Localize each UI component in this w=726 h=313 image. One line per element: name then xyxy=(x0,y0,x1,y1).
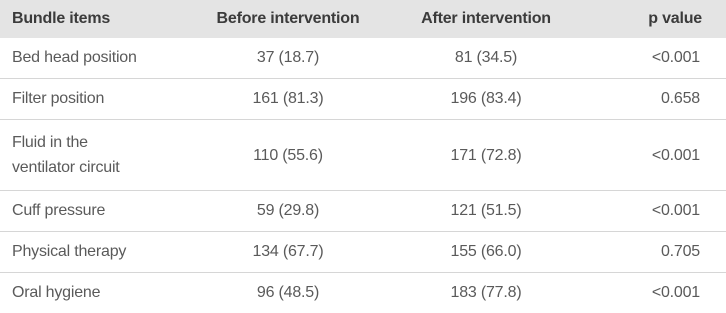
table-row xyxy=(0,120,726,191)
header-row xyxy=(0,0,726,38)
bundle-item-cell xyxy=(0,120,190,191)
p-value-cell: <0.001 xyxy=(586,38,726,79)
bundle-item-cell: Oral hygiene xyxy=(0,273,190,313)
after-cell: 183 (77.8) xyxy=(386,273,586,313)
table-row xyxy=(0,232,726,273)
after-cell: 121 (51.5) xyxy=(386,191,586,232)
p-value-cell: 0.658 xyxy=(586,79,726,120)
before-cell: 110 (55.6) xyxy=(190,120,386,191)
after-cell: 171 (72.8) xyxy=(386,120,586,191)
p-value-cell: <0.001 xyxy=(586,273,726,313)
header-p-value: p value xyxy=(586,0,726,38)
bundle-item-line-1: Fluid in the xyxy=(12,134,88,151)
bundle-item-line-2: ventilator circuit xyxy=(12,159,120,176)
table-header xyxy=(0,0,726,38)
table-row xyxy=(0,191,726,232)
table-row xyxy=(0,38,726,79)
header-after-intervention: After intervention xyxy=(386,0,586,38)
bundle-item-cell: Cuff pressure xyxy=(0,191,190,232)
header-before-intervention: Before intervention xyxy=(190,0,386,38)
before-cell: 37 (18.7) xyxy=(190,38,386,79)
after-cell: 81 (34.5) xyxy=(386,38,586,79)
p-value-cell: <0.001 xyxy=(586,120,726,191)
table-row xyxy=(0,273,726,313)
before-cell: 134 (67.7) xyxy=(190,232,386,273)
after-cell: 155 (66.0) xyxy=(386,232,586,273)
after-cell: 196 (83.4) xyxy=(386,79,586,120)
p-value-cell: 0.705 xyxy=(586,232,726,273)
before-cell: 161 (81.3) xyxy=(190,79,386,120)
bundle-item-cell: Physical therapy xyxy=(0,232,190,273)
bundle-item-cell: Bed head position xyxy=(0,38,190,79)
table-body xyxy=(0,38,726,313)
p-value-cell: <0.001 xyxy=(586,191,726,232)
bundle-item-cell: Filter position xyxy=(0,79,190,120)
table-row xyxy=(0,79,726,120)
before-cell: 59 (29.8) xyxy=(190,191,386,232)
header-bundle-items: Bundle items xyxy=(0,0,190,38)
before-cell: 96 (48.5) xyxy=(190,273,386,313)
